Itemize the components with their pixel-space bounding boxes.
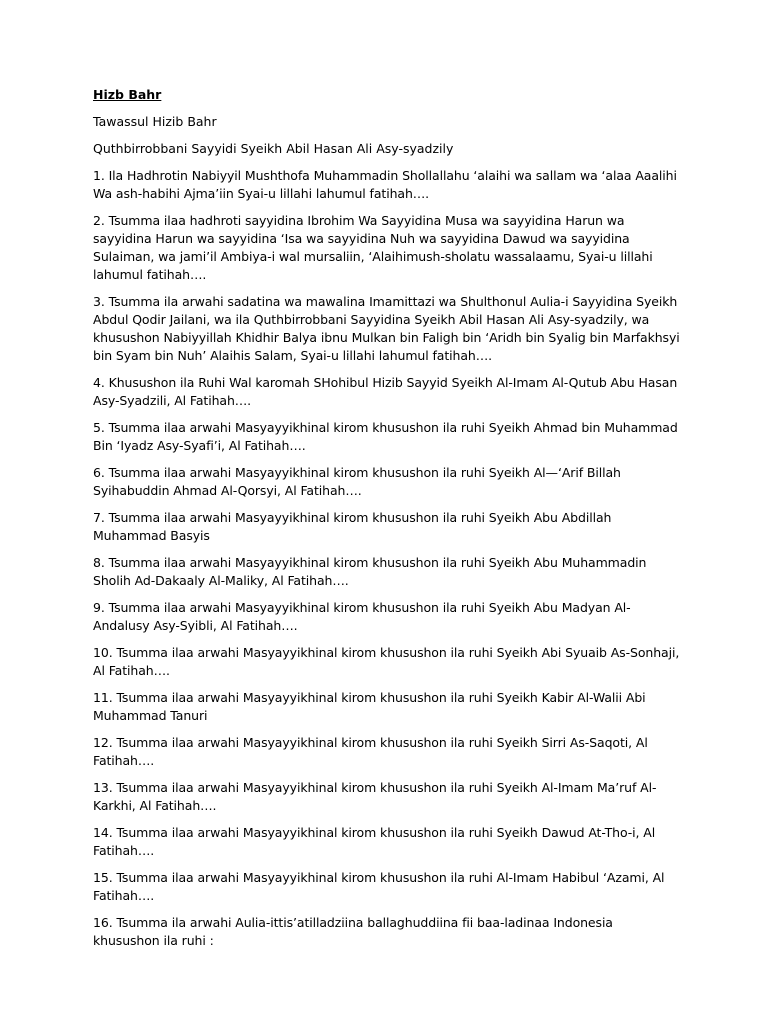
list-item: 1. Ila Hadhrotin Nabiyyil Mushthofa Muhammadin Shollallahu ‘alaihi wa sallam wa ‘alaa Aaalihi Wa ash-habihi Ajma’iin Syai-u lillahi lahumul fatihah…. [93,168,677,201]
list-item: 3. Tsumma ila arwahi sadatina wa mawalina Imamittazi wa Shulthonul Aulia-i Sayyidina Syeikh Abdul Qodir Jailani, wa ila Quthbirrobbani Sayyidina Syeikh Abil Hasan Ali Asy-syadzily, wa khusushon Nabiyyillah Khidhir Balya ibnu Mulkan bin Faligh bin ‘Aridh bin Syalig bin Marfakhsyi bin Syam bin Nuh’ Alaihis Salam, Syai-u lillahi lahumul fatihah…. [93,294,680,363]
list-item: 2. Tsumma ilaa hadhroti sayyidina Ibrohim Wa Sayyidina Musa wa sayyidina Harun wa sayyidina Harun wa sayyidina ‘Isa wa sayyidina Nuh wa sayyidina Dawud wa sayyidina Sulaiman, wa jami’il Ambiya-i wal mursaliin, ‘Alaihimush-sholatu wassalaamu, Syai-u lillahi lahumul fatihah…. [93,213,653,282]
document-subtitle: Tawassul Hizib Bahr [93,114,217,129]
list-item: 5. Tsumma ilaa arwahi Masyayyikhinal kirom khusushon ila ruhi Syeikh Ahmad bin Muhammad Bin ‘Iyadz Asy-Syafi’i, Al Fatihah…. [93,420,678,453]
document-page [93,86,683,959]
list-item: 4. Khusushon ila Ruhi Wal karomah SHohibul Hizib Sayyid Syeikh Al-Imam Al-Qutub Abu Hasan Asy-Syadzili, Al Fatihah…. [93,375,678,408]
list-item: 11. Tsumma ilaa arwahi Masyayyikhinal kirom khusushon ila ruhi Syeikh Kabir Al-Walii Abi Muhammad Tanuri [93,690,646,723]
list-item: 7. Tsumma ilaa arwahi Masyayyikhinal kirom khusushon ila ruhi Syeikh Abu Abdillah Muhammad Basyis [93,510,612,543]
list-item: 8. Tsumma ilaa arwahi Masyayyikhinal kirom khusushon ila ruhi Syeikh Abu Muhammadin Sholih Ad-Dakaaly Al-Maliky, Al Fatihah…. [93,555,647,588]
list-item: 14. Tsumma ilaa arwahi Masyayyikhinal kirom khusushon ila ruhi Syeikh Dawud At-Tho-i, Al Fatihah…. [93,825,656,858]
list-item: 12. Tsumma ilaa arwahi Masyayyikhinal kirom khusushon ila ruhi Syeikh Sirri As-Saqoti, Al Fatihah…. [93,735,648,768]
list-item: 13. Tsumma ilaa arwahi Masyayyikhinal kirom khusushon ila ruhi Syeikh Al-Imam Ma’ruf Al-Karkhi, Al Fatihah…. [93,780,657,813]
list-item: 10. Tsumma ilaa arwahi Masyayyikhinal kirom khusushon ila ruhi Syeikh Abi Syuaib As-Sonhaji, Al Fatihah…. [93,645,680,678]
list-item: 6. Tsumma ilaa arwahi Masyayyikhinal kirom khusushon ila ruhi Syeikh Al—‘Arif Billah Syihabuddin Ahmad Al-Qorsyi, Al Fatihah…. [93,465,621,498]
document-intro: Quthbirrobbani Sayyidi Syeikh Abil Hasan Ali Asy-syadzily [93,141,454,156]
list-item: 9. Tsumma ilaa arwahi Masyayyikhinal kirom khusushon ila ruhi Syeikh Abu Madyan Al-Andalusy Asy-Syibli, Al Fatihah…. [93,600,631,633]
list-item: 15. Tsumma ilaa arwahi Masyayyikhinal kirom khusushon ila ruhi Al-Imam Habibul ‘Azami, Al Fatihah…. [93,870,665,903]
document-title: Hizb Bahr [93,87,162,102]
list-item: 16. Tsumma ila arwahi Aulia-ittis’atilladziina ballaghuddiina fii baa-ladinaa Indonesia khusushon ila ruhi : [93,915,613,948]
